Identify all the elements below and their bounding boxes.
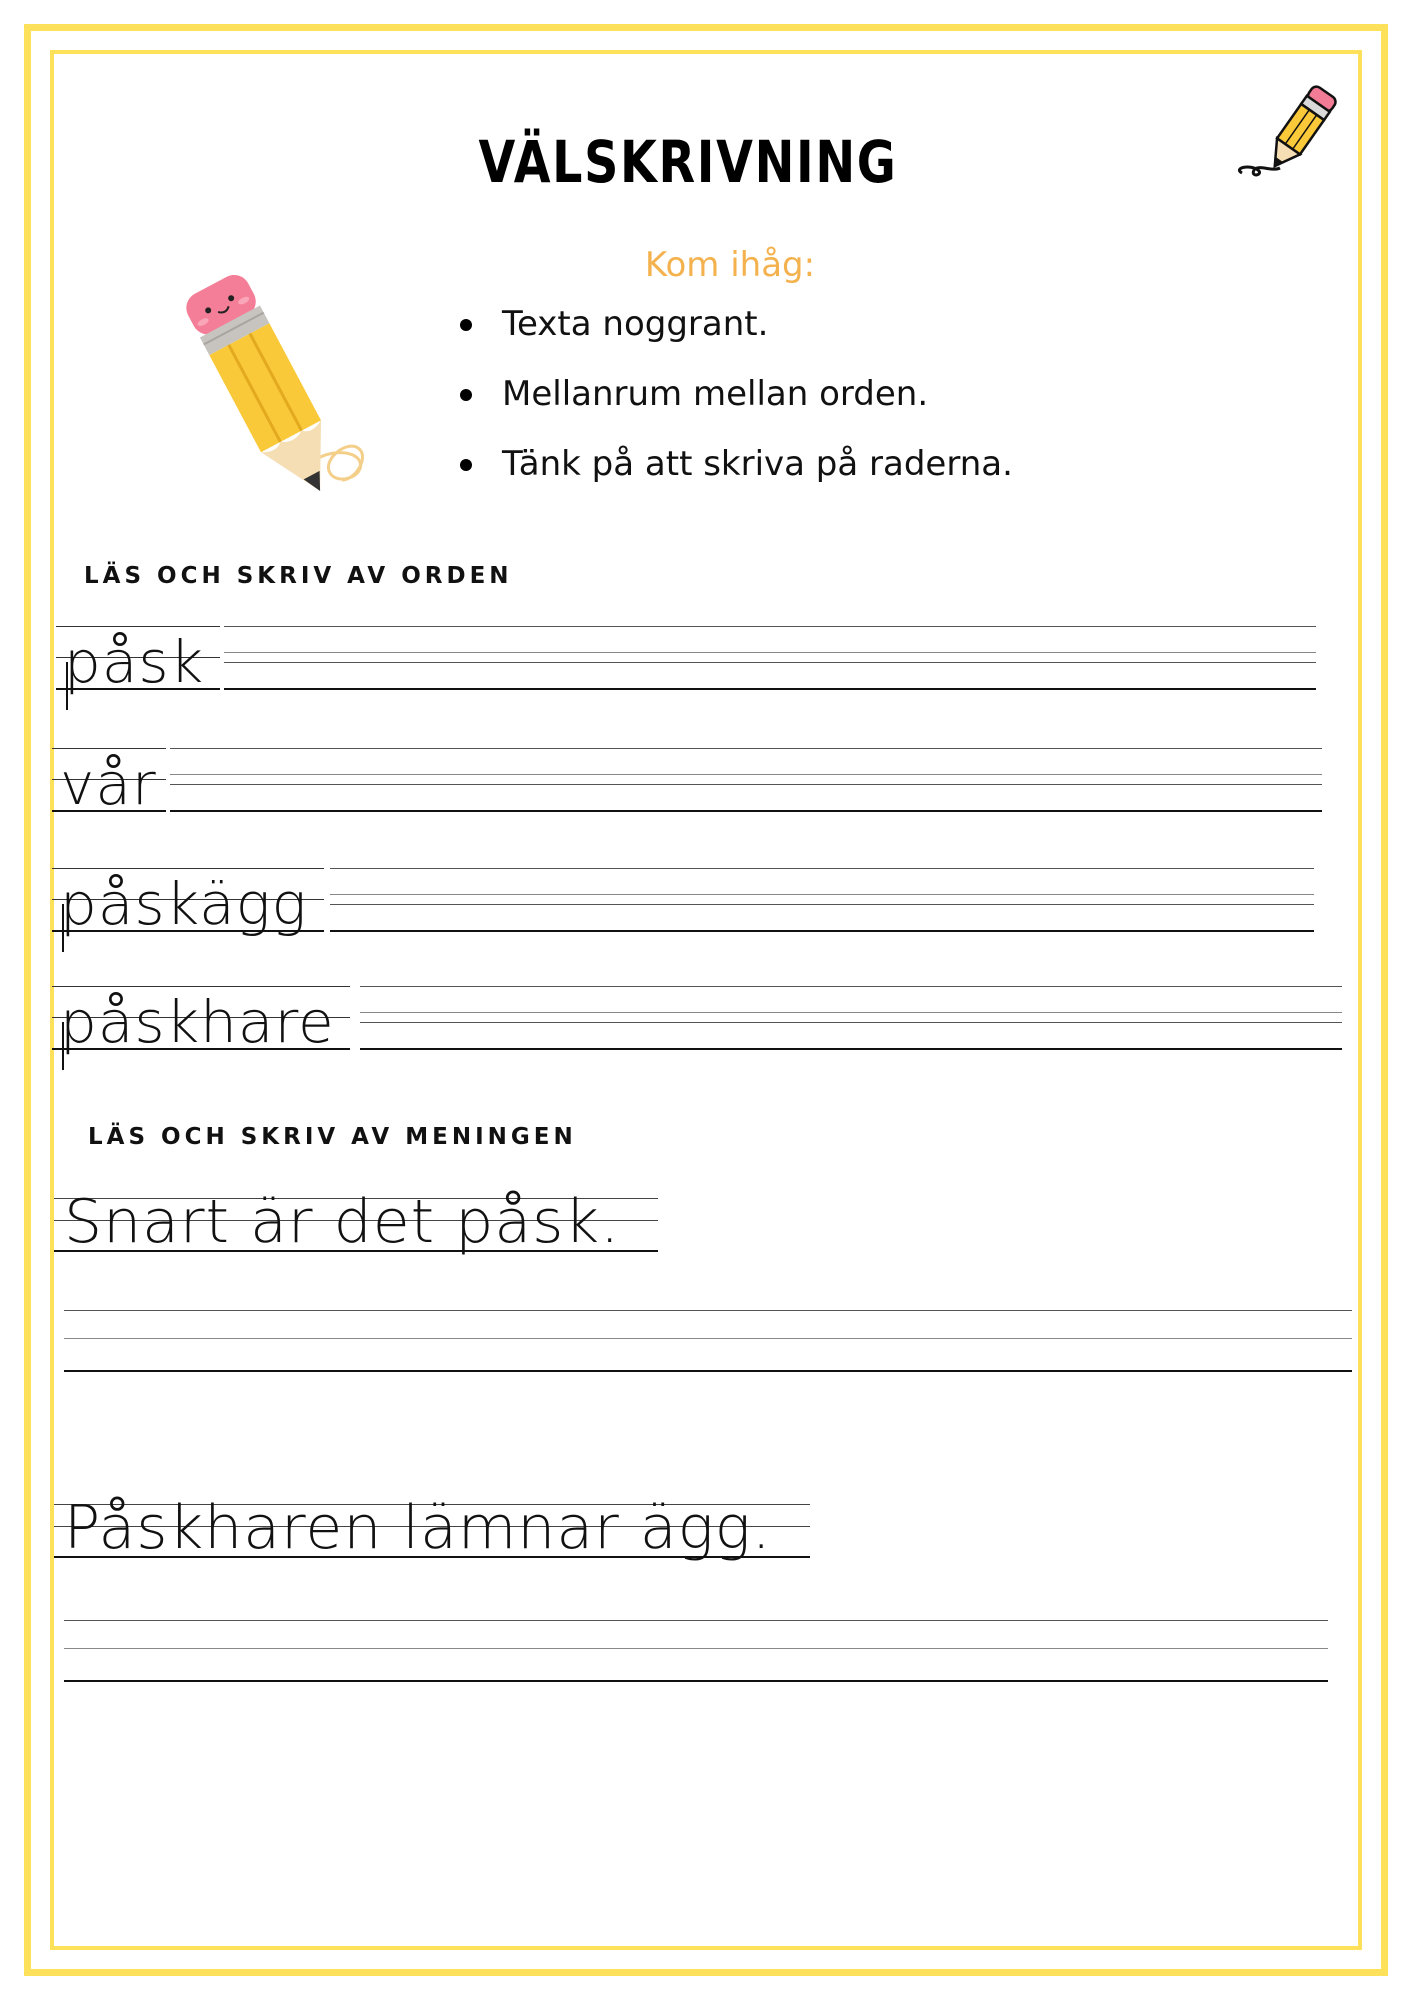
practice-lines[interactable] [224,622,1316,702]
sentence-text: Påskharen lämnar ägg. [64,1493,772,1563]
model-word: vår [60,750,157,818]
model-word: påsk [64,628,205,696]
practice-lines[interactable] [170,744,1322,824]
model-word: påskägg [60,870,308,938]
sentences-section-label: LÄS OCH SKRIV AV MENINGEN [88,1124,577,1150]
pencil-icon [160,268,390,508]
bullet-icon [460,319,472,331]
tip-text: Mellanrum mellan orden. [502,374,929,414]
reminder-heading: Kom ihåg: [644,245,816,285]
model-sentence [54,1187,658,1258]
model-sentence [54,1493,810,1564]
page-title: VÄLSKRIVNING [478,128,898,196]
writing-lines[interactable] [64,1310,1352,1374]
word-model [56,622,220,702]
reminder-box [440,245,1020,509]
word-model [52,982,350,1062]
word-model [52,864,324,944]
practice-lines[interactable] [360,982,1342,1062]
tip-text: Texta noggrant. [502,304,769,344]
model-word: påskhare [60,988,335,1056]
word-model [52,744,166,824]
practice-lines[interactable] [330,864,1314,944]
tip-item [440,299,1020,369]
words-section-label: LÄS OCH SKRIV AV ORDEN [84,563,513,589]
tips-list [440,299,1020,509]
tip-item [440,369,1020,439]
tip-item [440,439,1020,509]
tip-text: Tänk på att skriva på raderna. [502,444,1013,484]
bullet-icon [460,389,472,401]
small-pencil-icon [1228,78,1358,188]
writing-lines[interactable] [64,1620,1328,1684]
sentence-text: Snart är det påsk. [64,1187,621,1257]
bullet-icon [460,459,472,471]
